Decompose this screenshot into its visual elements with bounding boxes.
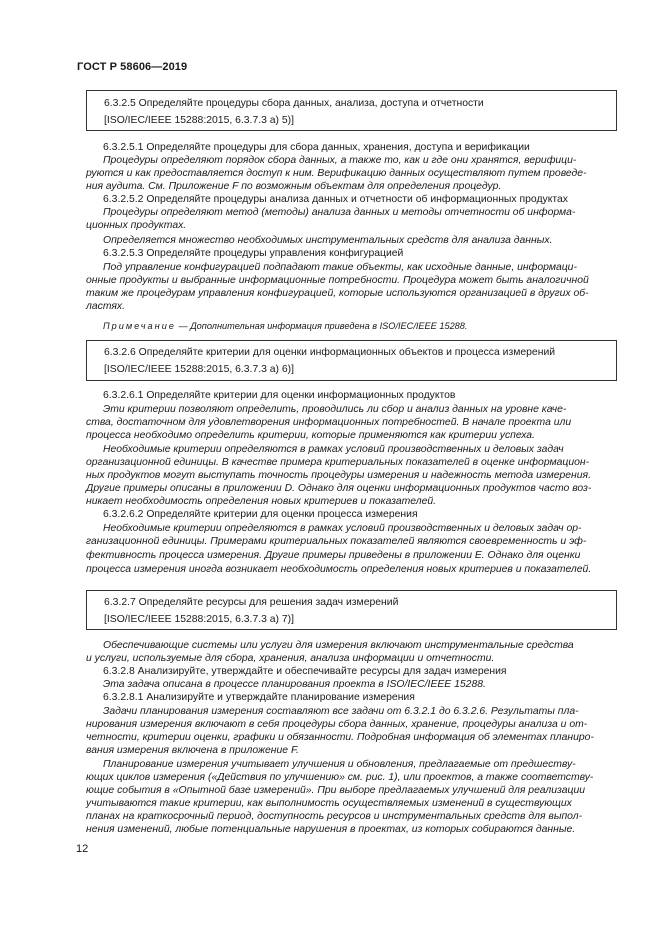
paragraph-line: никает необходимость определения новых критериев и показателей. xyxy=(86,496,437,507)
paragraph-line: вания измерения включена в приложение F. xyxy=(86,745,299,756)
paragraph-line: фективность процесса измерения. Другие примеры приведены в приложении E. Однако для оценки xyxy=(86,550,581,561)
page-number: 12 xyxy=(76,843,89,855)
paragraph-line: Задачи планирования измерения составляют все задачи от 6.3.2.1 до 6.3.2.6. Результаты пла- xyxy=(103,706,579,717)
document-header: ГОСТ Р 58606—2019 xyxy=(77,61,188,73)
requirement-box-6-3-2-5 xyxy=(86,90,617,131)
paragraph-line: и услуги, используемые для сбора, хранения, анализа информации и отчетности. xyxy=(86,653,495,664)
note-label: Примечание xyxy=(103,321,176,331)
paragraph-line: нирования измерения включают в себя процедуры сбора данных, хранение, процедуры анализа и от- xyxy=(86,719,588,730)
paragraph-line: нения изменений, любые потенциальные нарушения в проектах, из которых собираются данные. xyxy=(86,824,576,835)
box-reference: [ISO/IEC/IEEE 15288:2015, 6.3.7.3 a) 5)] xyxy=(104,115,295,126)
clause-heading: 6.3.2.8 Анализируйте, утверждайте и обеспечивайте ресурсы для задач измерения xyxy=(103,666,507,677)
paragraph-line: Эта задача описана в процессе планирования проекта в ISO/IEC/IEEE 15288. xyxy=(103,679,486,690)
paragraph-line: Другие примеры описаны в приложении D. Однако для оценки информационных продуктов часто воз- xyxy=(86,483,592,494)
clause-heading: 6.3.2.5.3 Определяйте процедуры управления конфигурацией xyxy=(103,248,404,259)
paragraph-line: Обеспечивающие системы или услуги для измерения включают инструментальные средства xyxy=(103,640,574,651)
paragraph-line: организационной единицы. В качестве примера критериальных показателей в оценке информацион- xyxy=(86,457,590,468)
requirement-box-6-3-2-6 xyxy=(86,340,617,381)
paragraph-line: процесса необходимо определить критерии, которые применяются как критерии успеха. xyxy=(86,430,535,441)
clause-heading: 6.3.2.8.1 Анализируйте и утверждайте планирование измерения xyxy=(103,692,415,703)
paragraph-line: планах на краткосрочный период, доступность ресурсов и инструментальных средств для выпол- xyxy=(86,811,583,822)
paragraph-line: ционных продуктах. xyxy=(86,220,187,231)
paragraph-line: Необходимые критерии определяются в рамках условий производственных и деловых задач ор- xyxy=(103,523,582,534)
paragraph-line: онные продукты и выбранные информационные потребности. Процедура может быть аналогичной xyxy=(86,275,589,286)
requirement-box-6-3-2-7 xyxy=(86,590,617,630)
paragraph-line: ганизационной единицы. Примерами критериальных показателей являются своевременность и эф- xyxy=(86,536,587,547)
box-heading: 6.3.2.5 Определяйте процедуры сбора данных, анализа, доступа и отчетности xyxy=(104,98,484,109)
note-text: — Дополнительная информация приведена в ISO/IEC/IEEE 15288. xyxy=(175,321,468,331)
paragraph-line: ства, достаточном для удовлетворения информационных потребностей. В начале проекта или xyxy=(86,417,572,428)
paragraph-line: ластях. xyxy=(86,301,126,312)
paragraph-line: четности, критерии оценки, графики и обязанности. Подробная информация об элементах планиро- xyxy=(86,732,594,743)
paragraph-line: ния аудита. См. Приложение F по возможным объектам для определения процедур. xyxy=(86,181,502,192)
clause-heading: 6.3.2.6.2 Определяйте критерии для оценки процесса измерения xyxy=(103,509,418,520)
paragraph-line: Необходимые критерии определяются в рамках условий производственных и деловых задач xyxy=(103,444,564,455)
box-heading: 6.3.2.6 Определяйте критерии для оценки информационных объектов и процесса измерений xyxy=(104,347,556,358)
box-reference: [ISO/IEC/IEEE 15288:2015, 6.3.7.3 a) 7)] xyxy=(104,614,295,625)
box-heading: 6.3.2.7 Определяйте ресурсы для решения задач измерений xyxy=(104,597,399,608)
paragraph-line: Определяется множество необходимых инструментальных средств для анализа данных. xyxy=(103,235,553,246)
clause-heading: 6.3.2.5.1 Определяйте процедуры для сбора данных, хранения, доступа и верификации xyxy=(103,142,530,153)
paragraph-line: Эти критерии позволяют определить, проводились ли сбор и анализ данных на уровне каче- xyxy=(103,404,567,415)
paragraph-line: Планирование измерения учитывает улучшения и обновления, предлагаемые от предшеству- xyxy=(103,759,576,770)
box-reference: [ISO/IEC/IEEE 15288:2015, 6.3.7.3 a) 6)] xyxy=(104,364,295,375)
paragraph-line: ющие события в «Опытной базе измерений». При выборе предлагаемых улучшений для реализации xyxy=(86,785,586,796)
paragraph-line: процесса измерения иногда возникает необходимость определения новых критериев и показателей. xyxy=(86,564,592,575)
paragraph-line: Процедуры определяют метод (методы) анализа данных и методы отчетности об информа- xyxy=(103,207,576,218)
clause-heading: 6.3.2.6.1 Определяйте критерии для оценки информационных продуктов xyxy=(103,390,456,401)
paragraph-line: учитываются такие критерии, как выполнимость осуществляемых изменений в существующих xyxy=(86,798,572,809)
paragraph-line: руются и как предоставляется доступ к ним. Верификацию данных осуществляют путем проведе- xyxy=(86,168,587,179)
clause-heading: 6.3.2.5.2 Определяйте процедуры анализа данных и отчетности об информационных продуктах xyxy=(103,194,568,205)
paragraph-line: Под управление конфигурацией подпадают такие объекты, как исходные данные, информаци- xyxy=(103,262,577,273)
note xyxy=(103,321,467,331)
paragraph-line: Процедуры определяют порядок сбора данных, а также то, как и где они хранятся, верифици- xyxy=(103,155,577,166)
paragraph-line: таким же процедурам управления конфигурацией, которые используются организацией в других об- xyxy=(86,288,589,299)
paragraph-line: ющих циклов измерения («Действия по улучшению» см. рис. 1), или проектов, а также соответству- xyxy=(86,772,594,783)
paragraph-line: ных продуктов могут выступать точность процедуры измерения и надежность метода измерения. xyxy=(86,470,591,481)
